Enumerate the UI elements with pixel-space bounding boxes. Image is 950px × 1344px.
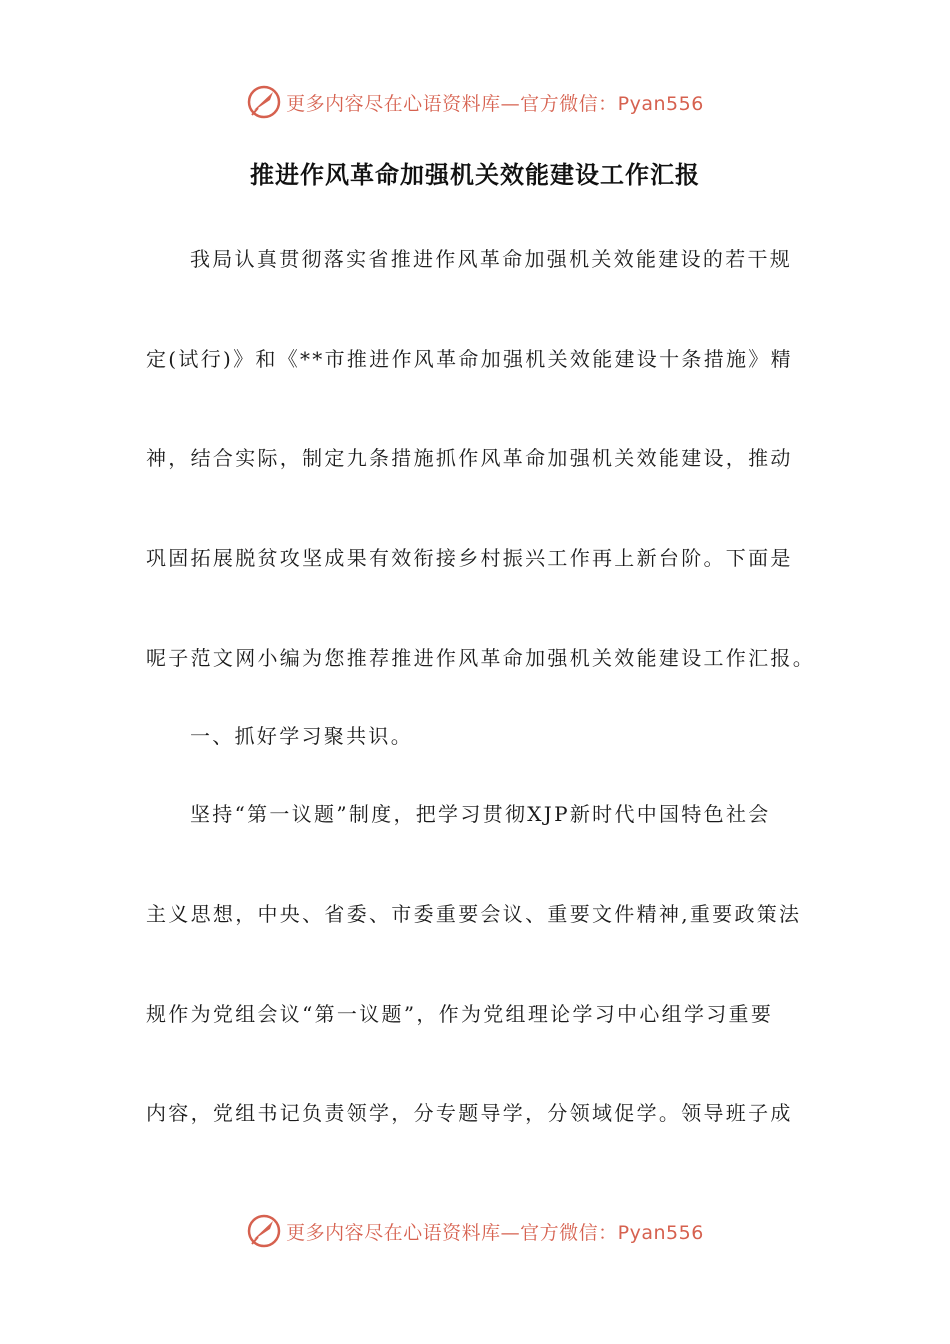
paragraph-line: 坚持“第一议题”制度，把学习贯彻XJP新时代中国特色社会 <box>190 802 771 826</box>
header-banner-text: 更多内容尽在心语资料库—官方微信：Pyan556 <box>286 92 704 115</box>
footer-banner <box>0 1211 950 1251</box>
footer-wechat-id: Pyan556 <box>617 1221 704 1244</box>
paragraph-line: 规作为党组会议“第一议题”，作为党组理论学习中心组学习重要 <box>146 1002 774 1026</box>
quill-logo-icon <box>246 84 282 120</box>
paragraph-line: 巩固拓展脱贫攻坚成果有效衔接乡村振兴工作再上新台阶。下面是 <box>146 546 793 570</box>
paragraph-line: 定(试行)》和《**市推进作风革命加强机关效能建设十条措施》精 <box>146 347 793 371</box>
header-banner <box>0 82 950 122</box>
document-title: 推进作风革命加强机关效能建设工作汇报 <box>250 161 700 189</box>
paragraph-line: 呢子范文网小编为您推荐推进作风革命加强机关效能建设工作汇报。 <box>146 646 815 670</box>
paragraph-line: 内容，党组书记负责领学，分专题导学，分领域促学。领导班子成 <box>146 1101 793 1125</box>
header-wechat-id: Pyan556 <box>617 92 704 115</box>
paragraph-line: 主义思想，中央、省委、市委重要会议、重要文件精神,重要政策法 <box>146 902 802 926</box>
quill-logo-icon <box>246 1213 282 1249</box>
footer-banner-text: 更多内容尽在心语资料库—官方微信：Pyan556 <box>286 1221 704 1244</box>
paragraph-line: 神，结合实际，制定九条措施抓作风革命加强机关效能建设，推动 <box>146 446 793 470</box>
paragraph-line: 我局认真贯彻落实省推进作风革命加强机关效能建设的若干规 <box>190 247 793 271</box>
section-heading: 一、抓好学习聚共识。 <box>190 724 413 748</box>
